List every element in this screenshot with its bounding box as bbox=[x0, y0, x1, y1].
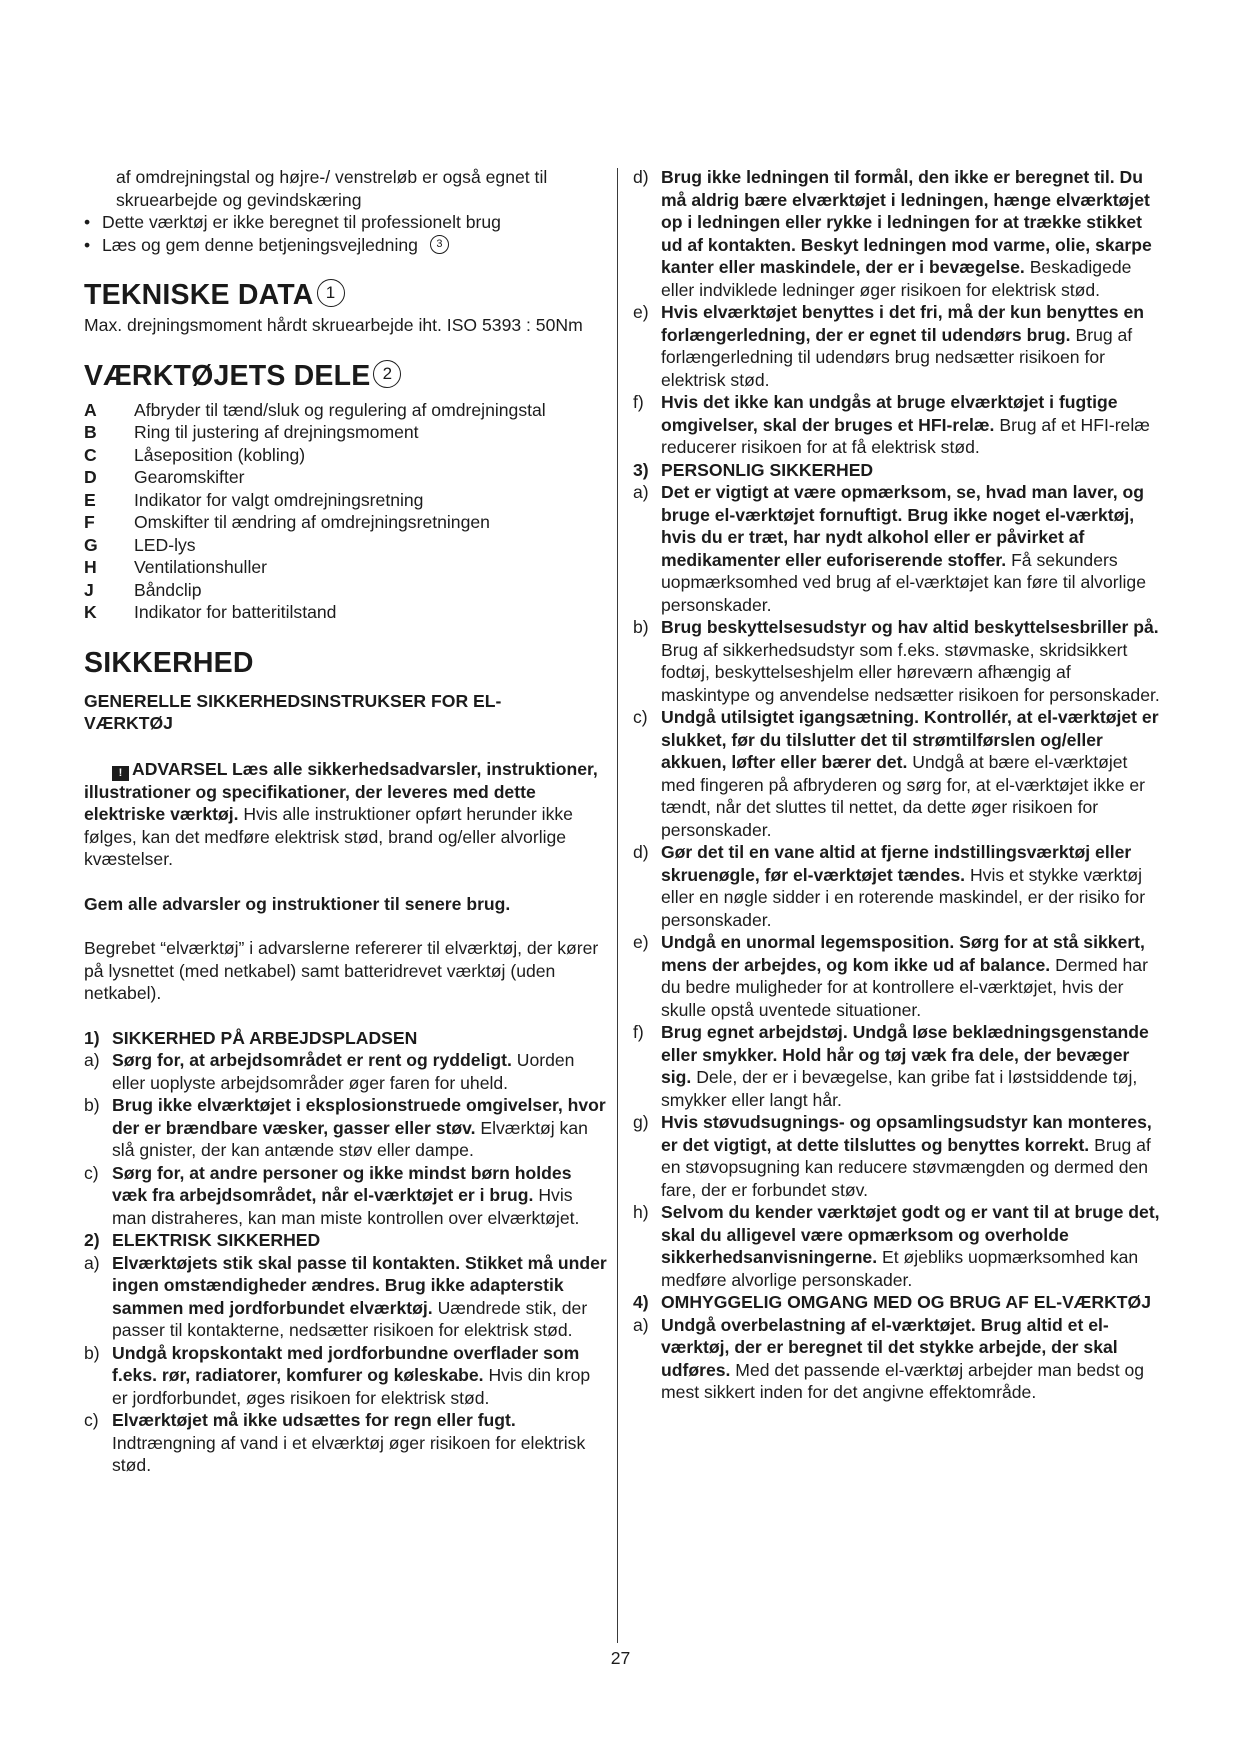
section-2-title bbox=[84, 1229, 609, 1252]
safety-item bbox=[84, 1342, 609, 1410]
safety-item bbox=[633, 1201, 1161, 1291]
item-bold: Selvom du kender værktøjet godt og er vant til at bruge det, skal du alligevel være opmærksom og overholde sikkerhedsanvisningerne. bbox=[661, 1202, 1160, 1267]
section-1-title bbox=[84, 1027, 609, 1050]
part-letter: H bbox=[84, 557, 97, 577]
warning-rest: Hvis alle instruktioner opført herunder ikke følges, kan det medføre elektrisk stød, brand og/eller alvorlige kvæstelser. bbox=[84, 804, 573, 869]
part-letter: F bbox=[84, 512, 95, 532]
item-rest: Brug af forlængerledning til udendørs brug nedsætter risikoen for elektrisk stød. bbox=[661, 324, 1133, 390]
safety-item bbox=[84, 1094, 609, 1162]
part-letter: E bbox=[84, 489, 96, 510]
item-bold: Hvis elværktøjet benyttes i det fri, må der kun benyttes en forlængerledning, der er egnet til udendørs brug. bbox=[661, 302, 1144, 345]
parts-heading bbox=[84, 359, 609, 393]
safety-item bbox=[633, 706, 1161, 841]
item-label: e) bbox=[633, 302, 649, 322]
section-number: 2) bbox=[84, 1230, 100, 1250]
term-definition: Begrebet “elværktøj” i advarslerne refererer til elværktøj, der kører på lysnettet (med netkabel) samt batteridrevet værktøj (uden netkabel). bbox=[84, 938, 599, 1003]
item-label: b) bbox=[84, 1095, 100, 1115]
part-text: Ventilationshuller bbox=[134, 557, 268, 577]
part-letter: G bbox=[84, 534, 98, 555]
warning-bold: ADVARSEL Læs alle sikkerhedsadvarsler, instruktioner, illustrationer og specifikationer, der leveres med dette elektriske værktøj. bbox=[84, 758, 598, 824]
part-text: Afbryder til tænd/sluk og regulering af omdrejningstal bbox=[134, 399, 546, 420]
section-title: OMHYGGELIG OMGANG MED OG BRUG AF EL-VÆRKTØJ bbox=[661, 1292, 1152, 1312]
part-text: LED-lys bbox=[134, 534, 196, 555]
section-number: 3) bbox=[633, 459, 649, 480]
item-label: a) bbox=[84, 1252, 100, 1273]
safety-item bbox=[633, 616, 1161, 706]
item-rest: Undgå at bære el-værktøjet med fingeren på afbryderen og sørg for, at el-værktøjet ikke er tændt, når det sluttes til nettet, da dette øger risikoen for personskader. bbox=[661, 752, 1146, 840]
keep-instructions: Gem alle advarsler og instruktioner til senere brug. bbox=[84, 893, 511, 914]
part-letter: K bbox=[84, 602, 97, 622]
safety-item bbox=[633, 841, 1161, 931]
item-bold: Undgå kropskontakt med jordforbundne overflader som f.eks. rør, radiatorer, komfurer og køleskabe. bbox=[112, 1342, 580, 1385]
item-bold: Brug ikke elværktøjet i eksplosionstruede omgivelser, hvor der er brændbare væsker, gasser eller støv. bbox=[112, 1095, 606, 1138]
item-rest: Dermed har du bedre muligheder for at kontrollere el-værktøjet, hvis der skulle opstå uventede situationer. bbox=[661, 954, 1148, 1020]
item-label: a) bbox=[633, 482, 649, 502]
item-bold: Elværktøjets stik skal passe til kontakten. Stikket må under ingen omstændigheder ændres. Brug ikke adapterstik sammen med jordforbundet elværktøj. bbox=[112, 1252, 607, 1318]
item-bold: Undgå en unormal legemsposition. Sørg for at stå sikkert, mens der arbejdes, og kom ikke ud af balance. bbox=[661, 932, 1145, 975]
item-bold: Sørg for, at andre personer og ikke mindst børn holdes væk fra arbejdsområdet, når el-værktøjet er i brug. bbox=[112, 1162, 572, 1205]
safety-item bbox=[633, 481, 1161, 616]
warning-triangle-icon: ! bbox=[112, 766, 129, 781]
item-rest: Hvis et stykke værktøj eller en nøgle sidder i en roterende maskindel, er der risiko for personskader. bbox=[661, 864, 1146, 930]
part-item bbox=[84, 489, 609, 512]
part-item bbox=[84, 534, 609, 557]
item-rest: Brug af en støvopsugning kan reducere støvmængden og dermed den fare, der er forbundet støv. bbox=[661, 1134, 1151, 1200]
safety-item bbox=[633, 1111, 1161, 1201]
part-item bbox=[84, 601, 609, 624]
parts-list bbox=[84, 399, 609, 624]
part-item bbox=[84, 421, 609, 444]
safety-item bbox=[84, 1162, 609, 1230]
item-label: c) bbox=[84, 1162, 99, 1183]
safety-item bbox=[633, 1314, 1161, 1404]
section-number: 1) bbox=[84, 1027, 100, 1048]
item-label: c) bbox=[84, 1410, 99, 1430]
item-label: g) bbox=[633, 1112, 649, 1132]
part-text: Båndclip bbox=[134, 579, 202, 600]
part-text: Gearomskifter bbox=[134, 467, 245, 487]
part-item bbox=[84, 579, 609, 602]
item-rest: Elværktøj kan slå gnister, der kan antænde støv eller dampe. bbox=[112, 1117, 588, 1160]
safety-item bbox=[633, 931, 1161, 1021]
item-bold: Sørg for, at arbejdsområdet er rent og ryddeligt. bbox=[112, 1050, 512, 1070]
item-rest: Med det passende el-værktøj arbejder man bedst og mest sikkert inden for det angivne effektområde. bbox=[661, 1359, 1145, 1402]
parts-heading-text: VÆRKTØJETS DELE bbox=[84, 359, 371, 392]
intro-bullet-text: Dette værktøj er ikke beregnet til professionelt brug bbox=[102, 212, 501, 232]
part-letter: C bbox=[84, 444, 97, 465]
part-letter: J bbox=[84, 579, 94, 600]
safety-subheading: GENERELLE SIKKERHEDSINSTRUKSER FOR EL-VÆRKTØJ bbox=[84, 690, 502, 733]
part-item bbox=[84, 444, 609, 467]
page-number: 27 bbox=[610, 1648, 631, 1668]
intro-bullet bbox=[84, 211, 609, 234]
item-label: e) bbox=[633, 932, 649, 952]
item-rest: Dele, der er i bevægelse, kan gribe fat i løstsiddende tøj, smykker eller langt hår. bbox=[661, 1067, 1138, 1110]
item-rest: Få sekunders uopmærksomhed ved brug af el-værktøjet kan føre til alvorlige personskader. bbox=[661, 549, 1146, 615]
item-bold: Hvis støvudsugnings- og opsamlingsudstyr kan monteres, er det vigtigt, at dette tilsluttes og benyttes korrekt. bbox=[661, 1112, 1152, 1155]
tech-heading-text: TEKNISKE DATA bbox=[84, 279, 314, 311]
warning-paragraph bbox=[84, 758, 609, 871]
item-label: d) bbox=[633, 167, 649, 187]
item-bold: Undgå overbelastning af el-værktøjet. Brug altid et el-værktøj, der er beregnet til det stykke arbejde, der skal udføres. bbox=[661, 1314, 1118, 1380]
item-bold: Gør det til en vane altid at fjerne indstillingsværktøj eller skruenøgle, før el-værktøjet tændes. bbox=[661, 842, 1132, 885]
intro-continuation: af omdrejningstal og højre-/ venstreløb er også egnet til skruearbejde og gevindskæring bbox=[116, 167, 548, 210]
part-letter: B bbox=[84, 422, 97, 442]
item-bold: Undgå utilsigtet igangsætning. Kontrollér, at el-værktøjet er slukket, før du tilslutter det til strømtilførslen og/eller akkuen, løfter eller bærer det. bbox=[661, 707, 1159, 772]
safety-item bbox=[84, 1409, 609, 1477]
intro-bullet bbox=[84, 234, 609, 257]
section-title: ELEKTRISK SIKKERHED bbox=[112, 1230, 321, 1250]
figure-ref-1: 1 bbox=[317, 279, 345, 307]
section-title: PERSONLIG SIKKERHED bbox=[661, 459, 874, 480]
part-text: Omskifter til ændring af omdrejningsretningen bbox=[134, 512, 490, 532]
item-bold: Brug ikke ledningen til formål, den ikke er beregnet til. Du må aldrig bære elværktøjet i ledningen, hænge elværktøjet op i ledningen eller rykke i ledningen for at trække stikket ud af kontakten. Beskyt ledningen mod varme, olie, skarpe kanter eller maskindele, der er i bevægelse. bbox=[661, 167, 1152, 277]
item-rest: Uændrede stik, der passer til kontakterne, nedsætter risikoen for elektrisk stød. bbox=[112, 1297, 588, 1340]
item-bold: Brug egnet arbejdstøj. Undgå løse beklædningsgenstande eller smykker. Hold hår og tøj væk fra dele, der bevæger sig. bbox=[661, 1022, 1149, 1087]
item-rest: Hvis din krop er jordforbundet, øges risikoen for elektrisk stød. bbox=[112, 1365, 591, 1408]
part-text: Indikator for valgt omdrejningsretning bbox=[134, 489, 424, 510]
part-item bbox=[84, 466, 609, 489]
part-text: Ring til justering af drejningsmoment bbox=[134, 422, 419, 442]
item-rest: Et øjebliks uopmærksomhed kan medføre alvorlige personskader. bbox=[661, 1247, 1139, 1290]
part-text: Indikator for batteritilstand bbox=[134, 602, 337, 622]
item-rest: Beskadigede eller indviklede ledninger øger risikoen for elektrisk stød. bbox=[661, 257, 1132, 300]
safety-heading: SIKKERHED bbox=[84, 646, 254, 679]
item-label: b) bbox=[633, 617, 649, 637]
part-item bbox=[84, 556, 609, 579]
part-item bbox=[84, 511, 609, 534]
item-label: a) bbox=[84, 1050, 100, 1070]
tech-text: Max. drejningsmoment hårdt skruearbejde iht. ISO 5393 : 50Nm bbox=[84, 315, 583, 335]
safety-item bbox=[633, 391, 1161, 459]
item-label: f) bbox=[633, 1022, 644, 1042]
intro-bullet-text: Læs og gem denne betjeningsvejledning bbox=[102, 234, 418, 255]
item-bold: Hvis det ikke kan undgås at bruge elværktøjet i fugtige omgivelser, skal der bruges et HFI-relæ. bbox=[661, 392, 1118, 435]
safety-item bbox=[633, 1021, 1161, 1111]
item-rest: Brug af et HFI-relæ reducerer risikoen for at få elektrisk stød. bbox=[661, 414, 1150, 457]
item-label: a) bbox=[633, 1314, 649, 1335]
section-title: SIKKERHED PÅ ARBEJDSPLADSEN bbox=[112, 1027, 418, 1048]
right-column bbox=[633, 166, 1161, 1404]
item-label: c) bbox=[633, 707, 648, 727]
item-label: h) bbox=[633, 1202, 649, 1222]
item-bold: Brug beskyttelsesudstyr og hav altid beskyttelsesbriller på. bbox=[661, 617, 1159, 637]
part-text: Låseposition (kobling) bbox=[134, 444, 306, 465]
item-rest: Hvis man distraheres, kan man miste kontrollen over elværktøjet. bbox=[112, 1185, 580, 1228]
item-bold: Elværktøjet må ikke udsættes for regn eller fugt. bbox=[112, 1410, 516, 1430]
item-rest: Uorden eller uoplyste arbejdsområder øger faren for uheld. bbox=[112, 1050, 575, 1093]
safety-item bbox=[633, 166, 1161, 301]
safety-item bbox=[633, 301, 1161, 391]
item-rest: Brug af sikkerhedsudstyr som f.eks. støvmaske, skridsikkert fodtøj, beskyttelseshjelm eller høreværn afhængig af maskintype og anvendelse nedsætter risikoen for personskader. bbox=[661, 639, 1160, 705]
item-label: d) bbox=[633, 842, 649, 862]
item-label: f) bbox=[633, 392, 644, 412]
figure-ref-3: 3 bbox=[430, 235, 449, 254]
section-4-title bbox=[633, 1291, 1161, 1314]
item-bold: Det er vigtigt at være opmærksom, se, hvad man laver, og bruge el-værktøjet fornuftigt. Brug ikke noget el-værktøj, hvis du er træt, har nydt alkohol eller er påvirket af medikamenter eller euforiserende stoffer. bbox=[661, 482, 1145, 570]
safety-item bbox=[84, 1252, 609, 1342]
part-item bbox=[84, 399, 609, 422]
section-3-title bbox=[633, 459, 1161, 482]
figure-ref-2: 2 bbox=[373, 360, 401, 388]
section-number: 4) bbox=[633, 1292, 649, 1312]
tech-heading bbox=[84, 278, 609, 312]
left-column bbox=[84, 166, 609, 1477]
part-letter: D bbox=[84, 467, 97, 487]
safety-item bbox=[84, 1049, 609, 1094]
part-letter: A bbox=[84, 399, 97, 420]
column-divider bbox=[617, 168, 618, 1643]
item-rest: Indtrængning af vand i et elværktøj øger risikoen for elektrisk stød. bbox=[112, 1432, 586, 1475]
item-label: b) bbox=[84, 1342, 100, 1363]
